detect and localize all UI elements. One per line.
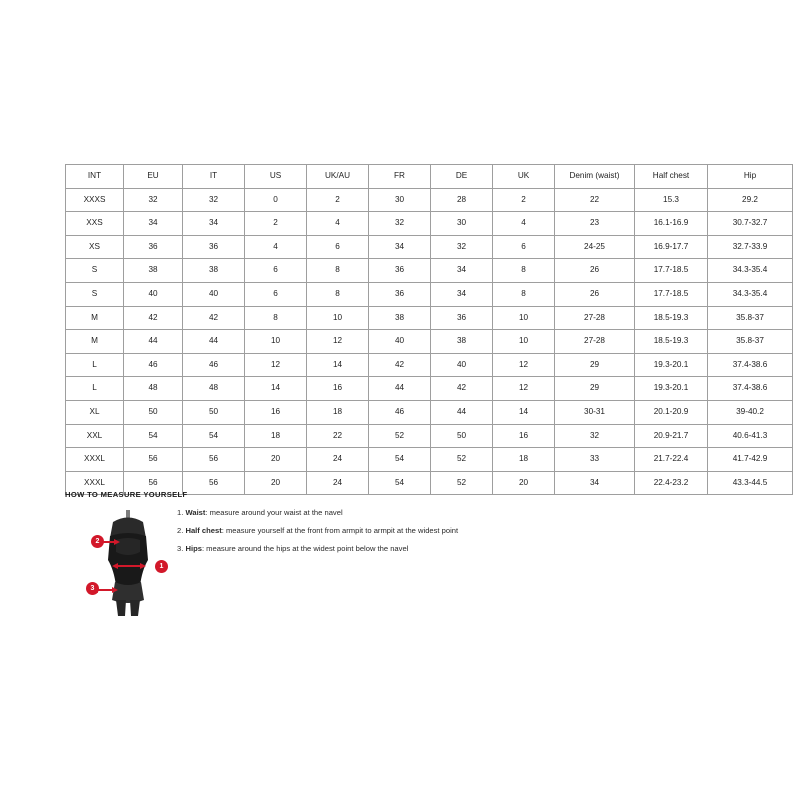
- cell: XXXL: [66, 471, 124, 495]
- cell: XL: [66, 400, 124, 424]
- column-header: Half chest: [635, 165, 708, 189]
- size-chart-container: [65, 164, 768, 495]
- cell: 10: [493, 306, 555, 330]
- table-row: [66, 330, 793, 354]
- cell: 46: [124, 353, 183, 377]
- cell: XXXS: [66, 188, 124, 212]
- cell: 18.5-19.3: [635, 330, 708, 354]
- cell: 12: [245, 353, 307, 377]
- cell: 10: [493, 330, 555, 354]
- table-row: [66, 353, 793, 377]
- cell: 14: [493, 400, 555, 424]
- item-text: : measure yourself at the front from armpit to armpit at the widest point: [221, 526, 459, 535]
- cell: 56: [183, 448, 245, 472]
- cell: 46: [183, 353, 245, 377]
- cell: 24: [307, 471, 369, 495]
- cell: 44: [183, 330, 245, 354]
- cell: L: [66, 353, 124, 377]
- cell: 46: [369, 400, 431, 424]
- cell: 6: [307, 235, 369, 259]
- cell: 26: [555, 259, 635, 283]
- cell: 8: [307, 259, 369, 283]
- item-text: : measure around your waist at the navel: [205, 508, 343, 517]
- cell: 20.1-20.9: [635, 400, 708, 424]
- cell: XXS: [66, 212, 124, 236]
- table-header-row: [66, 165, 793, 189]
- cell: 2: [307, 188, 369, 212]
- cell: 34: [124, 212, 183, 236]
- cell: S: [66, 282, 124, 306]
- cell: 10: [245, 330, 307, 354]
- cell: 43.3-44.5: [708, 471, 793, 495]
- cell: XXXL: [66, 448, 124, 472]
- table-row: [66, 282, 793, 306]
- cell: S: [66, 259, 124, 283]
- cell: 29: [555, 377, 635, 401]
- cell: 16: [493, 424, 555, 448]
- cell: 38: [124, 259, 183, 283]
- cell: 34: [431, 259, 493, 283]
- cell: 20.9-21.7: [635, 424, 708, 448]
- cell: 36: [124, 235, 183, 259]
- cell: 22: [555, 188, 635, 212]
- cell: 32.7-33.9: [708, 235, 793, 259]
- cell: 42: [431, 377, 493, 401]
- cell: 36: [369, 282, 431, 306]
- table-row: [66, 212, 793, 236]
- cell: 56: [124, 471, 183, 495]
- cell: 30: [369, 188, 431, 212]
- item-term: Hips: [185, 544, 202, 553]
- item-index: 1.: [177, 508, 184, 517]
- cell: 34: [369, 235, 431, 259]
- cell: 54: [124, 424, 183, 448]
- column-header: Denim (waist): [555, 165, 635, 189]
- cell: 28: [431, 188, 493, 212]
- cell: 39-40.2: [708, 400, 793, 424]
- cell: 38: [431, 330, 493, 354]
- cell: 22.4-23.2: [635, 471, 708, 495]
- cell: 52: [431, 448, 493, 472]
- cell: 12: [493, 377, 555, 401]
- cell: 32: [183, 188, 245, 212]
- list-item: [177, 504, 577, 522]
- cell: L: [66, 377, 124, 401]
- cell: 6: [245, 282, 307, 306]
- cell: XS: [66, 235, 124, 259]
- cell: 30.7-32.7: [708, 212, 793, 236]
- callout-marker-3: 3: [86, 582, 99, 595]
- cell: 42: [124, 306, 183, 330]
- table-row: [66, 448, 793, 472]
- cell: 24: [307, 448, 369, 472]
- cell: 4: [493, 212, 555, 236]
- cell: 37.4-38.6: [708, 353, 793, 377]
- cell: 34: [555, 471, 635, 495]
- cell: 18.5-19.3: [635, 306, 708, 330]
- cell: 4: [245, 235, 307, 259]
- cell: 0: [245, 188, 307, 212]
- cell: 14: [307, 353, 369, 377]
- column-header: INT: [66, 165, 124, 189]
- cell: 48: [124, 377, 183, 401]
- cell: 38: [183, 259, 245, 283]
- cell: 35.8-37: [708, 306, 793, 330]
- cell: 19.3-20.1: [635, 377, 708, 401]
- cell: 50: [183, 400, 245, 424]
- cell: 27-28: [555, 330, 635, 354]
- table-row: [66, 259, 793, 283]
- size-chart-table: [65, 164, 793, 495]
- cell: 8: [307, 282, 369, 306]
- column-header: US: [245, 165, 307, 189]
- how-to-measure-title: HOW TO MEASURE YOURSELF: [65, 490, 188, 499]
- cell: 18: [493, 448, 555, 472]
- cell: 16.1-16.9: [635, 212, 708, 236]
- cell: 42: [183, 306, 245, 330]
- cell: 18: [245, 424, 307, 448]
- cell: 35.8-37: [708, 330, 793, 354]
- cell: 54: [369, 471, 431, 495]
- cell: 20: [245, 448, 307, 472]
- cell: 6: [245, 259, 307, 283]
- list-item: [177, 522, 577, 540]
- cell: 15.3: [635, 188, 708, 212]
- cell: 48: [183, 377, 245, 401]
- cell: 29: [555, 353, 635, 377]
- column-header: IT: [183, 165, 245, 189]
- cell: 2: [245, 212, 307, 236]
- cell: 22: [307, 424, 369, 448]
- column-header: EU: [124, 165, 183, 189]
- cell: 27-28: [555, 306, 635, 330]
- cell: 40: [431, 353, 493, 377]
- column-header: UK/AU: [307, 165, 369, 189]
- cell: M: [66, 306, 124, 330]
- cell: 54: [183, 424, 245, 448]
- cell: 12: [307, 330, 369, 354]
- cell: 37.4-38.6: [708, 377, 793, 401]
- cell: 54: [369, 448, 431, 472]
- cell: 50: [431, 424, 493, 448]
- item-term: Waist: [185, 508, 206, 517]
- cell: 34: [431, 282, 493, 306]
- cell: 4: [307, 212, 369, 236]
- cell: 52: [431, 471, 493, 495]
- table-row: [66, 424, 793, 448]
- cell: 21.7-22.4: [635, 448, 708, 472]
- cell: 6: [493, 235, 555, 259]
- item-term: Half chest: [185, 526, 222, 535]
- cell: 32: [369, 212, 431, 236]
- list-item: [177, 540, 577, 558]
- cell: 16: [245, 400, 307, 424]
- column-header: UK: [493, 165, 555, 189]
- cell: 14: [245, 377, 307, 401]
- column-header: DE: [431, 165, 493, 189]
- cell: 44: [431, 400, 493, 424]
- cell: 56: [183, 471, 245, 495]
- cell: 34.3-35.4: [708, 282, 793, 306]
- cell: 16.9-17.7: [635, 235, 708, 259]
- cell: 52: [369, 424, 431, 448]
- cell: M: [66, 330, 124, 354]
- cell: 8: [493, 259, 555, 283]
- cell: 32: [431, 235, 493, 259]
- cell: 23: [555, 212, 635, 236]
- cell: 40: [124, 282, 183, 306]
- cell: XXL: [66, 424, 124, 448]
- cell: 34: [183, 212, 245, 236]
- table-row: [66, 377, 793, 401]
- cell: 16: [307, 377, 369, 401]
- cell: 2: [493, 188, 555, 212]
- cell: 30: [431, 212, 493, 236]
- cell: 42: [369, 353, 431, 377]
- table-row: [66, 400, 793, 424]
- cell: 56: [124, 448, 183, 472]
- cell: 50: [124, 400, 183, 424]
- cell: 8: [493, 282, 555, 306]
- cell: 41.7-42.9: [708, 448, 793, 472]
- cell: 44: [124, 330, 183, 354]
- cell: 40: [183, 282, 245, 306]
- column-header: FR: [369, 165, 431, 189]
- cell: 29.2: [708, 188, 793, 212]
- table-row: [66, 235, 793, 259]
- cell: 32: [555, 424, 635, 448]
- item-index: 2.: [177, 526, 184, 535]
- cell: 38: [369, 306, 431, 330]
- cell: 44: [369, 377, 431, 401]
- column-header: Hip: [708, 165, 793, 189]
- cell: 40.6-41.3: [708, 424, 793, 448]
- cell: 20: [493, 471, 555, 495]
- cell: 32: [124, 188, 183, 212]
- cell: 24-25: [555, 235, 635, 259]
- cell: 18: [307, 400, 369, 424]
- cell: 12: [493, 353, 555, 377]
- cell: 17.7-18.5: [635, 282, 708, 306]
- cell: 36: [183, 235, 245, 259]
- cell: 40: [369, 330, 431, 354]
- cell: 19.3-20.1: [635, 353, 708, 377]
- cell: 26: [555, 282, 635, 306]
- cell: 17.7-18.5: [635, 259, 708, 283]
- measure-instructions: [177, 504, 577, 558]
- item-text: : measure around the hips at the widest point below the navel: [201, 544, 409, 553]
- table-row: [66, 306, 793, 330]
- cell: 33: [555, 448, 635, 472]
- cell: 8: [245, 306, 307, 330]
- cell: 20: [245, 471, 307, 495]
- cell: 10: [307, 306, 369, 330]
- cell: 30-31: [555, 400, 635, 424]
- item-index: 3.: [177, 544, 184, 553]
- callout-marker-1: 1: [155, 560, 168, 573]
- cell: 34.3-35.4: [708, 259, 793, 283]
- cell: 36: [369, 259, 431, 283]
- cell: 36: [431, 306, 493, 330]
- table-row: [66, 188, 793, 212]
- callout-marker-2: 2: [91, 535, 104, 548]
